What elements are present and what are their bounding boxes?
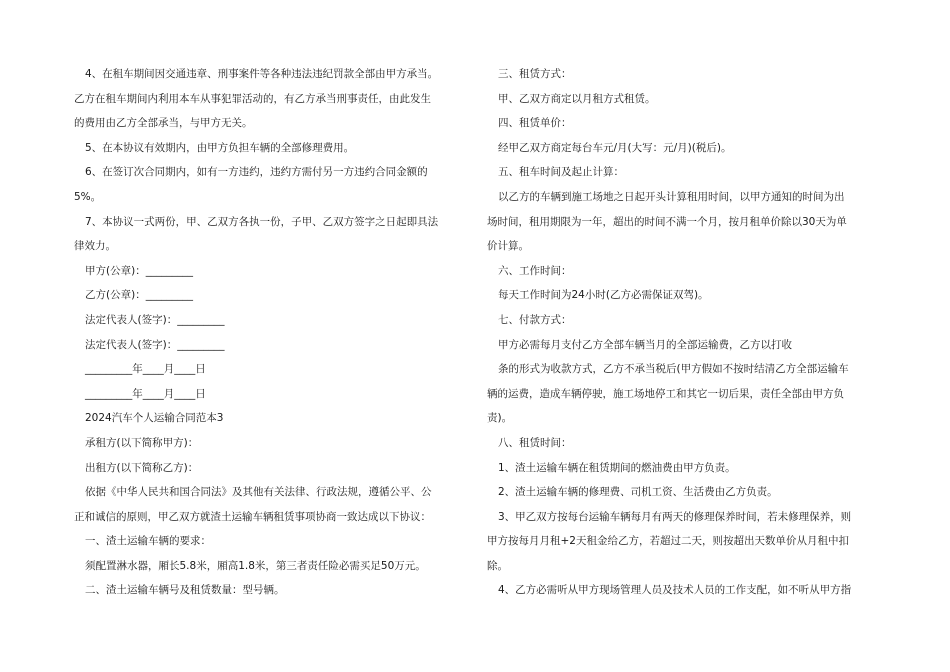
text-line: 法定代表人(签字)：_________ bbox=[85, 313, 225, 326]
text-line: 律效力。 bbox=[74, 240, 116, 253]
text-line: 正和诚信的原则，甲乙双方就渣土运输车辆租赁事项协商一致达成以下协议： bbox=[74, 510, 431, 523]
text-line: 每天工作时间为24小时(乙方必需保证双驾)。 bbox=[498, 289, 709, 302]
text-line: 六、工作时间： bbox=[498, 264, 572, 277]
text-line: 一、渣土运输车辆的要求： bbox=[85, 535, 211, 548]
text-line: 甲方(公章)：_________ bbox=[85, 264, 193, 277]
text-line: 4、在租车期间因交通违章、刑事案件等各种违法违纪罚款全部由甲方承当。 bbox=[85, 68, 439, 80]
text-line: 3、甲乙双方按每台运输车辆每月有两天的修理保养时间，若未修理保养，则 bbox=[498, 510, 852, 523]
right-text-column bbox=[487, 62, 877, 603]
text-line: 七、付款方式： bbox=[498, 313, 572, 326]
text-line: 四、租赁单价： bbox=[498, 117, 572, 130]
text-line: _________年____月____日 bbox=[85, 363, 206, 376]
text-line: 依据《中华人民共和国合同法》及其他有关法律、行政法规，遵循公平、公 bbox=[85, 486, 432, 499]
text-line: 出租方(以下简称乙方)： bbox=[85, 461, 199, 474]
text-line: 5、在本协议有效期内，由甲方负担车辆的全部修理费用。 bbox=[85, 141, 355, 154]
text-line: 三、租赁方式： bbox=[498, 68, 572, 80]
text-line: 6、在签订次合同期内，如有一方违约，违约方需付另一方违约合同金额的 bbox=[85, 166, 428, 179]
text-line: 经甲乙双方商定每台车元/月(大写：元/月)(税后)。 bbox=[498, 141, 732, 154]
text-line: 的费用由乙方全部承当，与甲方无关。 bbox=[74, 117, 253, 130]
text-line: 甲方必需每月支付乙方全部车辆当月的全部运输费，乙方以打收 bbox=[498, 338, 792, 351]
text-line: 4、乙方必需听从甲方现场管理人员及技术人员的工作支配，如不听从甲方指 bbox=[498, 584, 852, 597]
text-line: 五、租车时间及起止计算： bbox=[498, 166, 624, 179]
text-line: 场时间，租用期限为一年，超出的时间不满一个月，按月租单价除以30天为单 bbox=[487, 215, 847, 228]
text-line: 甲方按每月月租+2天租金给乙方，若超过二天，则按超出天数单价从月租中扣 bbox=[487, 535, 849, 548]
text-line: 二、渣土运输车辆号及租赁数量：型号辆。 bbox=[85, 584, 285, 597]
text-line: 条的形式为收款方式，乙方不承当税后(甲方假如不按时结清乙方全部运输车 bbox=[498, 363, 849, 376]
text-line: 2024汽车个人运输合同范本3 bbox=[85, 412, 224, 425]
left-text-column bbox=[74, 62, 464, 603]
text-line: 辆的运费，造成车辆停驶，施工场地停工和其它一切后果，责任全部由甲方负 bbox=[487, 387, 844, 400]
text-line: 法定代表人(签字)：_________ bbox=[85, 338, 225, 351]
text-line: 乙方(公章)：_________ bbox=[85, 289, 193, 302]
text-line: 八、租赁时间： bbox=[498, 436, 572, 449]
text-line: 5%。 bbox=[74, 190, 102, 203]
text-line: _________年____月____日 bbox=[85, 387, 206, 400]
text-line: 以乙方的车辆到施工场地之日起开头计算租用时间，以甲方通知的时间为出 bbox=[498, 190, 845, 203]
text-line: 须配置淋水器，厢长5.8米，厢高1.8米，第三者责任险必需买足50万元。 bbox=[85, 559, 426, 572]
text-line: 甲、乙双方商定以月租方式租赁。 bbox=[498, 92, 656, 105]
text-line: 除。 bbox=[487, 559, 508, 572]
text-line: 责)。 bbox=[487, 412, 513, 425]
text-line: 1、渣土运输车辆在租赁期间的燃油费由甲方负责。 bbox=[498, 461, 736, 474]
text-line: 7、本协议一式两份，甲、乙双方各执一份，子甲、乙双方签字之日起即具法 bbox=[85, 215, 439, 228]
text-line: 承租方(以下简称甲方)： bbox=[85, 436, 199, 449]
text-line: 乙方在租车期间内利用本车从事犯罪活动的，有乙方承当刑事责任，由此发生 bbox=[74, 92, 431, 105]
text-line: 价计算。 bbox=[487, 240, 529, 253]
text-line: 2、渣土运输车辆的修理费、司机工资、生活费由乙方负责。 bbox=[498, 486, 778, 499]
